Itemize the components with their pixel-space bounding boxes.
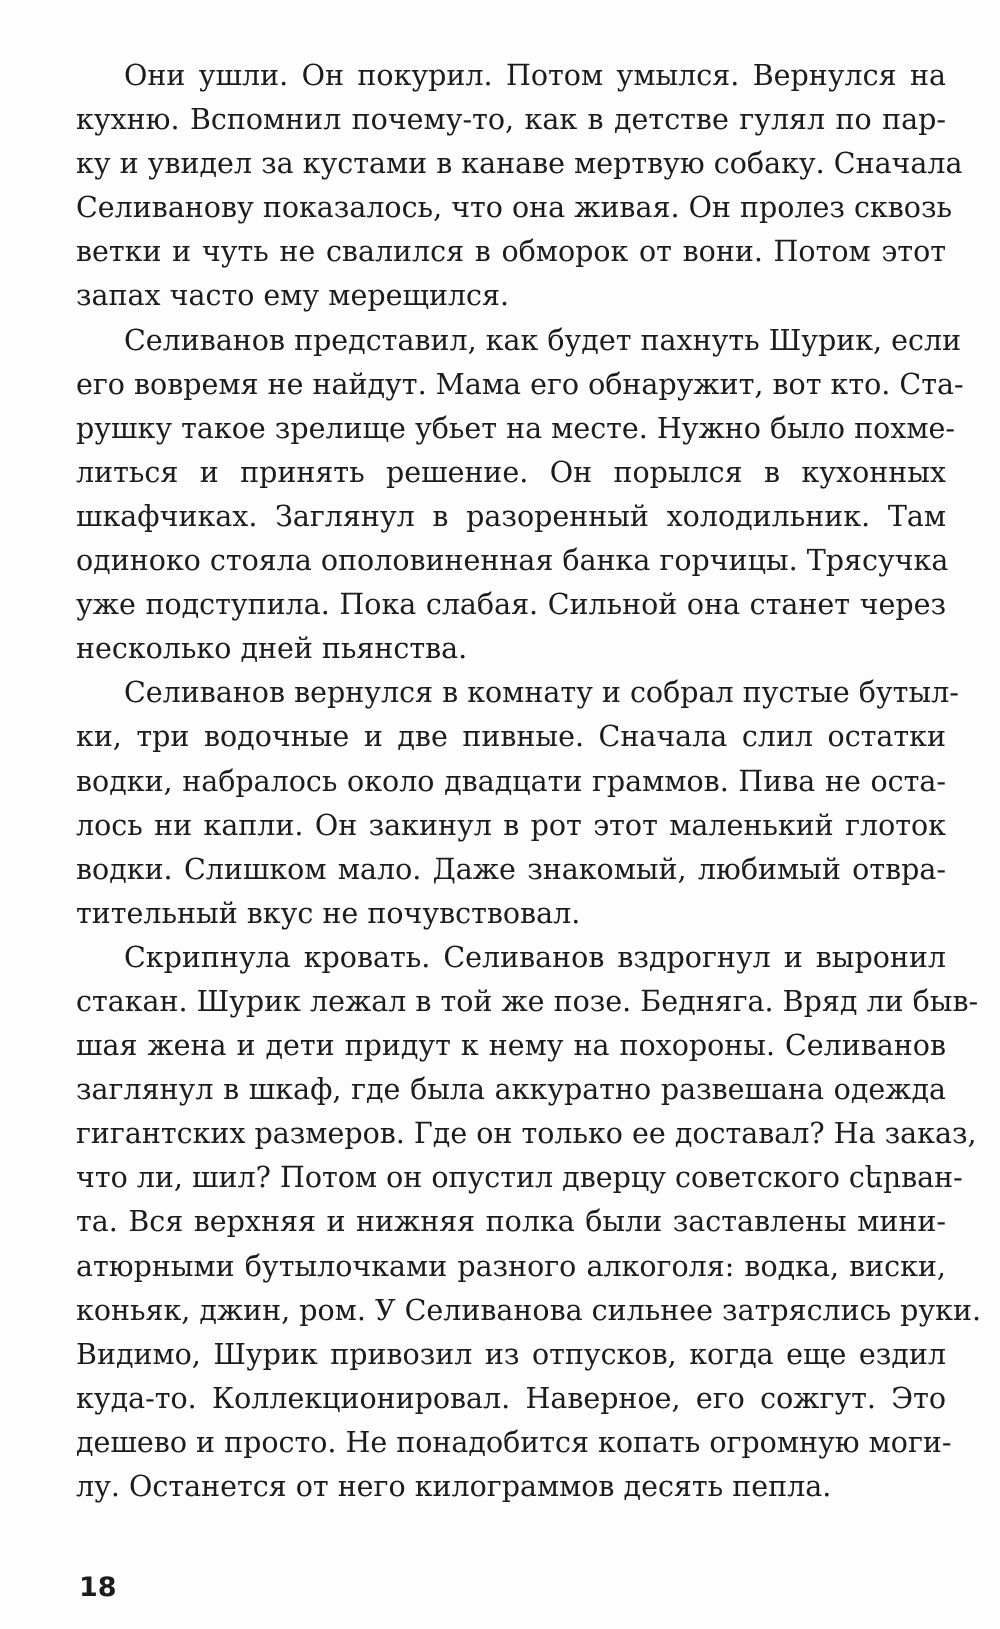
text-line: та. Вся верхняя и нижняя полка были заставлены мини- — [76, 1205, 946, 1239]
paragraph-4 — [76, 936, 982, 1509]
page-number: 18 — [79, 1572, 117, 1603]
text-line: водки, набралось около двадцати граммов. Пива не оста- — [76, 764, 946, 798]
text-line: заглянул в шкаф, где была аккуратно развешана одежда — [76, 1073, 946, 1107]
text-line: одиноко стояла ополовиненная банка горчицы. Трясучка — [76, 544, 949, 578]
text-line: запах часто ему мерещился. — [76, 279, 510, 313]
text-line: гигантских размеров. Где он только ее доставал? На заказ, — [76, 1117, 977, 1151]
text-line: ки, три водочные и две пивные. Сначала слил остатки — [76, 720, 946, 754]
text-line: Селиванов представил, как будет пахнуть Шурик, если — [124, 323, 962, 357]
text-line: водки. Слишком мало. Даже знакомый, любимый отвра- — [76, 852, 946, 886]
paragraph-2 — [76, 319, 964, 672]
text-line: шая жена и дети придут к нему на похороны. Селиванов — [76, 1029, 946, 1063]
text-line: Скрипнула кровать. Селиванов вздрогнул и выронил — [124, 940, 946, 974]
text-line: дешево и просто. Не понадобится копать огромную моги- — [76, 1425, 952, 1459]
text-line: Селиванову показалось, что она живая. Он пролез сквозь — [76, 191, 952, 225]
text-line: несколько дней пьянства. — [76, 632, 468, 666]
text-line: его вовремя не найдут. Мама его обнаружит, вот кто. Ста- — [76, 367, 964, 401]
text-line: уже подступила. Пока слабая. Сильной она станет через — [76, 588, 946, 622]
text-line: Они ушли. Он покурил. Потом умылся. Вернулся на — [124, 59, 946, 92]
text-line: коньяк, джин, ром. У Селиванова сильнее затряслись руки. — [76, 1293, 982, 1327]
text-line: что ли, шил? Потом он опустил дверцу советского сերван- — [76, 1161, 963, 1195]
text-line: куда-то. Коллекционировал. Наверное, его сожгут. Это — [76, 1381, 946, 1415]
paragraph-3 — [76, 671, 959, 936]
text-line: кухню. Вспомнил почему-то, как в детстве гулял по пар- — [76, 103, 946, 137]
text-line: литься и принять решение. Он порылся в кухонных — [76, 455, 946, 489]
text-line: тительный вкус не почувствовал. — [76, 896, 581, 930]
text-line: рушку такое зрелище убьет на месте. Нужно было похме- — [76, 411, 956, 445]
body-text — [76, 54, 982, 1509]
text-line: стакан. Шурик лежал в той же позе. Бедняга. Вряд ли быв- — [76, 984, 979, 1018]
text-line: ветки и чуть не свалился в обморок от вони. Потом этот — [76, 235, 946, 269]
text-line: шкафчиках. Заглянул в разоренный холодильник. Там — [76, 499, 946, 533]
text-line: лось ни капли. Он закинул в рот этот маленький глоток — [76, 808, 946, 842]
paragraph-1 — [76, 54, 963, 319]
text-line: Селиванов вернулся в комнату и собрал пустые бутыл- — [124, 676, 959, 710]
text-line: атюрными бутылочками разного алкоголя: водка, виски, — [76, 1249, 946, 1283]
text-line: Видимо, Шурик привозил из отпусков, когда еще ездил — [76, 1337, 946, 1371]
text-line: ку и увидел за кустами в канаве мертвую собаку. Сначала — [76, 147, 963, 181]
text-line: лу. Останется от него килограммов десять пепла. — [76, 1470, 832, 1503]
